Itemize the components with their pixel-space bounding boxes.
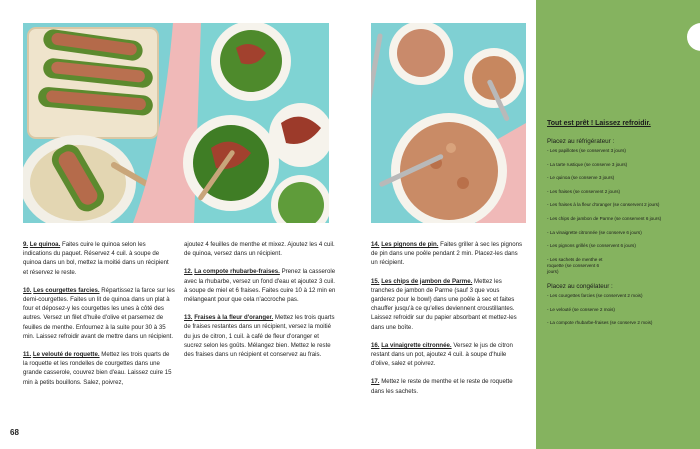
step-15: 15. Les chips de jambon de Parme. Mettez les tranches de jambon de Parme (sauf 3 que vous garderez pour le bowl) dans une poêle à sec et faites chauffer jusqu'à ce qu'elles deviennent croustillantes. Laissez refroidir sur du papier absorbant et mettez-les dans une boîte.	[371, 277, 517, 331]
text-column-1	[23, 240, 175, 396]
page-number: 68	[10, 428, 19, 437]
list-item: - Le velouté (se conserve 2 mois)	[547, 307, 687, 313]
list-item: - Les papillotes (se conservent 3 jours)	[547, 148, 687, 154]
freezer-label: Placez au congélateur :	[547, 283, 613, 290]
text-column-2	[184, 240, 336, 368]
step-10: 10. Les courgettes farcies. Répartissez la farce sur les demi-courgettes. Faites un lit de quinoa dans un plat à four et déposez-y les courgettes les unes à côté des autres. Versez un filet d'huile d'olive et parsemez de feuilles de menthe. Enfournez à la suite pour 30 à 35 min. Laissez refroidir avant de mettre dans un récipient.	[23, 286, 175, 340]
list-item: - Les chips de jambon de Parme (se conservent 6 jours)	[547, 216, 687, 222]
list-item: - Le quinoa (se conserve 3 jours)	[547, 175, 687, 181]
step-11: 11. Le velouté de roquette. Mettez les trois quarts de la roquette et les rondelles de courgettes dans une grande casserole, couvrez bien d'eau. Laissez cuire 15 min à petits bouillons. Salez, poivrez,	[23, 351, 172, 386]
zucchini-illustration	[23, 23, 176, 223]
photo-stuffed-zucchini	[23, 23, 176, 223]
list-item: - Les pignons grillés (se conservent 6 jours)	[547, 243, 687, 249]
photo-rhubarb-compote	[371, 23, 526, 223]
step-14: 14. Les pignons de pin. Faites griller à sec les pignons de pin dans une poêle pendant 2 min. Placez-les dans un récipient.	[371, 241, 523, 267]
soup-illustration	[176, 23, 329, 223]
step-13: 13. Fraises à la fleur d'oranger. Mettez les trois quarts de fraises restantes dans un récipient, versez la moitié du jus de citron, 1 cuil. à café de fleur d'oranger et sucrez selon les goûts. Mélangez bien. Mettez le reste des fraises dans un récipient et conservez au frais.	[184, 314, 335, 359]
freezer-list	[547, 293, 687, 334]
fridge-label: Placez au réfrigérateur :	[547, 138, 615, 145]
compote-illustration	[371, 23, 526, 223]
text-column-3	[371, 240, 523, 405]
list-item: - La compote rhubarbe-fraises (se conserve 2 mois)	[547, 320, 687, 326]
list-item: - Les fraises à la fleur d'oranger (se conservent 2 jours)	[547, 202, 687, 208]
step-11-continued: ajoutez 4 feuilles de menthe et mixez. Ajoutez les 4 cuil. de quinoa, versez dans un récipient.	[184, 241, 335, 258]
list-item: - La tarte rustique (se conserve 3 jours)	[547, 162, 687, 168]
step-17: 17. Mettez le reste de menthe et le reste de roquette dans les sachets.	[371, 378, 513, 395]
step-9: 9. Le quinoa. Faites cuire le quinoa selon les indications du paquet. Réservez 4 cuil. à soupe de quinoa dans un bol, mettez la moitié dans un récipient et réservez le reste.	[23, 241, 169, 276]
fridge-list	[547, 148, 687, 282]
photo-rocket-soup	[176, 23, 329, 223]
list-item: - La vinaigrette citronnée (se conserve 6 jours)	[547, 230, 687, 236]
list-item: - Les sachets de menthe et roquette (se conservent 6 jours)	[547, 257, 609, 275]
list-item: - Les courgettes farcies (se conservent 2 mois)	[547, 293, 687, 299]
step-12: 12. La compote rhubarbe-fraises. Prenez la casserole avec la rhubarbe, versez un fond d'eau et ajoutez 3 cuil. à soupe de miel et 6 fraises. Faites cuire 10 à 12 min en mélangeant pour que cela n'accroche pas.	[184, 268, 336, 304]
sidebar-title: Tout est prêt ! Laissez refroidir.	[547, 120, 651, 127]
list-item: - Les fraises (se conservent 2 jours)	[547, 189, 687, 195]
step-16: 16. La vinaigrette citronnée. Versez le jus de citron restant dans un pot, ajoutez 4 cuil. à soupe d'huile d'olive, salez et poivrez.	[371, 341, 513, 368]
